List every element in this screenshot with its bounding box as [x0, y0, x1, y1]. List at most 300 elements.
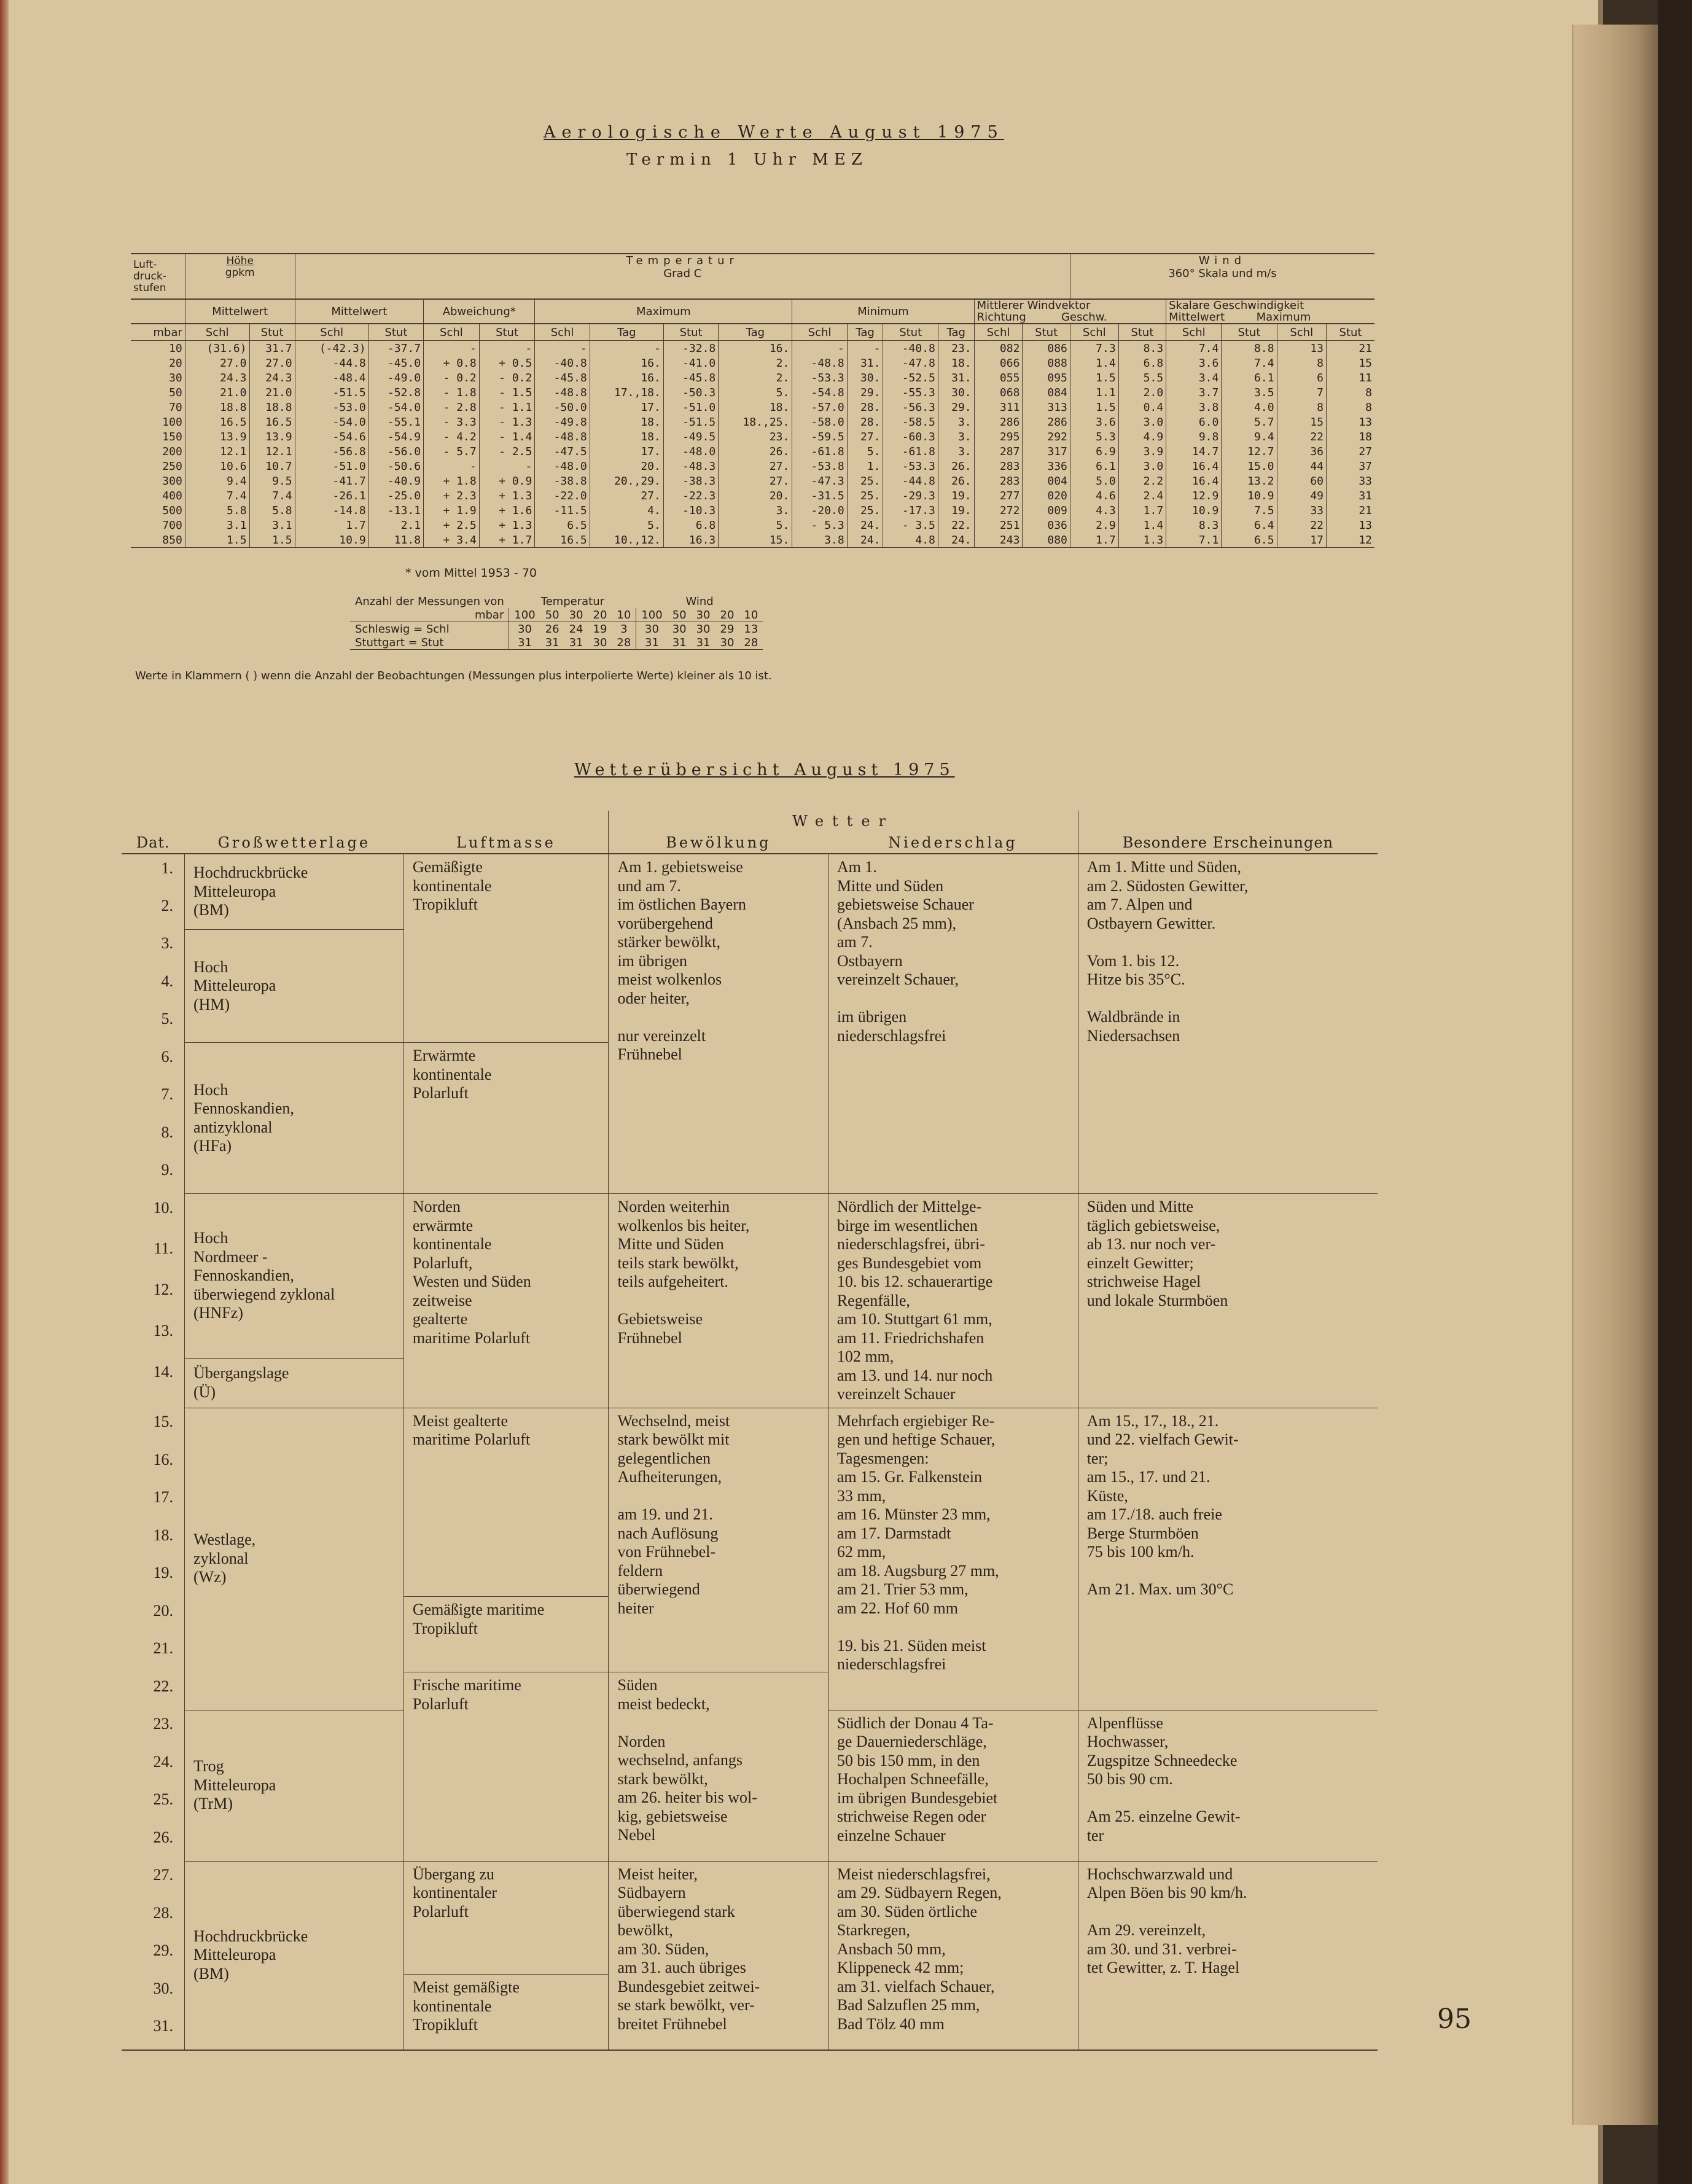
aero-value-cell: 23. [938, 341, 974, 356]
aero-value-cell: 3.6 [1070, 415, 1118, 429]
aero-value-cell: 29. [938, 400, 974, 415]
aero-value-cell: - 5.7 [424, 444, 480, 459]
day-number: 25. [153, 1790, 173, 1808]
aero-value-cell: 2.4 [1118, 488, 1166, 503]
aero-value-cell: - 4.2 [424, 429, 480, 444]
aero-value-cell: -49.5 [663, 429, 718, 444]
counts-unit: mbar [350, 608, 509, 622]
aero-value-cell: -50.6 [368, 459, 423, 474]
aero-value-cell: 6.8 [1118, 356, 1166, 370]
aero-value-cell: -50.0 [535, 400, 590, 415]
aero-value-cell: 6.5 [535, 518, 590, 532]
aero-value-cell: 26. [719, 444, 792, 459]
bewoelkung-cell: Norden weiterhin wolkenlos bis heiter, Mitte und Süden teils stark bewölkt, teils aufgeheitert. Gebietsweise Frühnebel [609, 1194, 828, 1408]
aero-value-cell: - [424, 341, 480, 356]
aero-subheader-cell: Schl [295, 324, 368, 341]
aero-value-cell: 21.0 [249, 385, 295, 400]
aero-value-cell: 17. [590, 444, 663, 459]
aero-value-cell: 8.3 [1118, 341, 1166, 356]
aero-value-cell: -54.8 [792, 385, 847, 400]
aero-value-cell: 24. [847, 518, 883, 532]
counts-value-cell: 30 [696, 622, 711, 636]
aero-value-cell: 277 [974, 488, 1023, 503]
aero-value-cell: + 2.5 [424, 518, 480, 532]
counts-level-cell: 100 [514, 608, 536, 622]
aero-value-cell: 292 [1023, 429, 1070, 444]
aero-value-cell: -51.5 [295, 385, 368, 400]
niederschlag-cell: Südlich der Donau 4 Ta- ge Dauerniederschläge, 50 bis 150 mm, in den Hochalpen Schneefälle, im übrigen Bundesgebiet strichweise Regen oder einzelne Schauer [828, 1710, 1078, 1861]
aero-value-cell: -26.1 [295, 488, 368, 503]
aero-value-cell: 24. [938, 532, 974, 548]
aero-subheader-cell: Stut [249, 324, 295, 341]
aero-value-cell: -60.3 [883, 429, 938, 444]
grosswetterlage-cell: Hochdruckbrücke Mitteleuropa (BM) [185, 1861, 404, 2050]
aero-value-cell: 10.6 [185, 459, 249, 474]
aero-value-cell: 095 [1023, 370, 1070, 385]
counts-level-cell: 100 [641, 608, 663, 622]
aero-value-cell: - 3.5 [883, 518, 938, 532]
aero-value-cell: 13 [1359, 518, 1372, 532]
aero-value-cell: 3. [938, 415, 974, 429]
aero-subheader-cell: Schl [535, 324, 590, 341]
aero-value-cell: -49.8 [535, 415, 590, 429]
aero-value-cell: -52.5 [883, 370, 938, 385]
counts-row-schl [350, 622, 763, 636]
aero-value-cell: 6.1 [1222, 370, 1277, 385]
aero-value-cell: -58.0 [792, 415, 847, 429]
aero-value-cell: 21 [1359, 341, 1372, 355]
aero-level-cell: 500 [131, 503, 185, 518]
counts-level-cell: 20 [720, 608, 735, 622]
aero-value-cell: 18. [590, 429, 663, 444]
book-cover-edge [1658, 0, 1692, 2184]
counts-value-cell: 30 [645, 622, 659, 636]
aero-value-cell: -17.3 [883, 503, 938, 518]
aero-value-cell: -59.5 [792, 429, 847, 444]
aero-value-cell: 084 [1023, 385, 1070, 400]
aero-value-cell: -52.8 [368, 385, 423, 400]
aero-value-cell: 3.5 [1222, 385, 1277, 400]
aero-value-cell: 066 [974, 356, 1023, 370]
besondere-cell: Hochschwarzwald und Alpen Böen bis 90 km/h. Am 29. vereinzelt, am 30. und 31. verbrei- tet Gewitter, z. T. Hagel [1078, 1861, 1378, 2050]
besondere-cell: Alpenflüsse Hochwasser, Zugspitze Schneedecke 50 bis 90 cm. Am 25. einzelne Gewit- ter [1078, 1710, 1378, 1861]
weather-day-row [122, 854, 1378, 892]
aero-value-cell: 24.3 [185, 370, 249, 385]
day-number: 18. [153, 1526, 173, 1544]
aero-subheader-row [131, 324, 1374, 341]
aero-value-cell: 286 [974, 415, 1023, 429]
col-temperatur: Temperatur Grad C [295, 254, 1070, 280]
aero-value-cell: 18.8 [185, 400, 249, 415]
aero-value-cell: 2.9 [1070, 518, 1118, 532]
aero-value-cell: 6.8 [663, 518, 718, 532]
besondere-cell: Am 1. Mitte und Süden, am 2. Südosten Gewitter, am 7. Alpen und Ostbayern Gewitter. Vom 1. bis 12. Hitze bis 35°C. Waldbrände in Niedersachsen [1078, 854, 1378, 1194]
niederschlag-cell: Mehrfach ergiebiger Re- gen und heftige Schauer, Tagesmengen: am 15. Gr. Falkenstein 33 mm, am 16. Münster 23 mm, am 17. Darmstadt 62 mm, am 18. Augsburg 27 mm, am 21. Trier 53 mm, am 22. Hof 60 mm 19. bis 21. Süden meist niederschlagsfrei [828, 1408, 1078, 1710]
aero-value-cell: 1.7 [295, 518, 368, 532]
aero-value-cell: 286 [1023, 415, 1070, 429]
aero-value-cell: 18 [1359, 430, 1372, 443]
day-number: 29. [153, 1941, 173, 1959]
day-number: 13. [153, 1322, 173, 1340]
measurement-count-table [350, 595, 763, 650]
aero-value-cell: - 5.3 [792, 518, 847, 532]
aero-value-cell: -10.3 [663, 503, 718, 518]
niederschlag-cell: Nördlich der Mittelge- birge im wesentlichen niederschlagsfrei, übri- ges Bundesgebiet vom 10. bis 12. schauerartige Regenfälle, am 10. Stuttgart 61 mm, am 11. Friedrichshafen 102 mm, am 13. und 14. nur noch vereinzelt Schauer [828, 1194, 1078, 1408]
aero-value-cell: -55.1 [368, 415, 423, 429]
counts-wind-label: Wind [685, 595, 714, 608]
aero-value-cell: -48.3 [663, 459, 718, 474]
aero-value-cell: -38.3 [663, 474, 718, 488]
aero-value-cell: -57.0 [792, 400, 847, 415]
col-bewoelkung: Bewölkung [609, 832, 828, 854]
counts-value-cell: 31 [645, 636, 659, 649]
aero-value-cell: 6.0 [1166, 415, 1222, 429]
counts-level-cell: 20 [593, 608, 607, 622]
aero-value-cell: -53.8 [792, 459, 847, 474]
day-number: 30. [153, 1979, 173, 1997]
aero-value-cell: 11 [1359, 371, 1372, 384]
aero-value-cell: 088 [1023, 356, 1070, 370]
aero-value-cell: 8.8 [1222, 341, 1277, 356]
aero-value-cell: 5.8 [185, 503, 249, 518]
aero-row [131, 503, 1374, 518]
aero-value-cell: 14.7 [1166, 444, 1222, 459]
grosswetterlage-cell: Hoch Nordmeer - Fennoskandien, überwiegend zyklonal (HNFz) [185, 1194, 404, 1359]
aero-level-cell: 200 [131, 444, 185, 459]
aero-value-cell: 9.4 [185, 474, 249, 488]
aero-value-cell: 8 [1277, 356, 1326, 370]
aero-value-cell: 7.4 [185, 488, 249, 503]
aero-value-cell: 036 [1023, 518, 1070, 532]
aero-value-cell: + 3.4 [424, 532, 480, 548]
aero-value-cell: -51.0 [295, 459, 368, 474]
aero-value-cell: -41.7 [295, 474, 368, 488]
aero-value-cell: -25.0 [368, 488, 423, 503]
aero-value-cell: - 3.3 [424, 415, 480, 429]
aero-row [131, 518, 1374, 532]
aero-value-cell: 8 [1365, 386, 1372, 399]
day-number: 2. [161, 896, 173, 915]
aero-value-cell: 10.,12. [590, 532, 663, 548]
page-stack-edge [1572, 25, 1666, 2125]
aero-value-cell: 2. [719, 370, 792, 385]
aero-value-cell: 36 [1277, 444, 1326, 459]
aero-value-cell: -22.3 [663, 488, 718, 503]
luftmasse-cell: Meist gemäßigte kontinentale Tropikluft [404, 1975, 609, 2050]
aero-value-cell: 4.6 [1070, 488, 1118, 503]
aero-value-cell: 33 [1359, 474, 1372, 488]
aero-value-cell: 24. [847, 532, 883, 548]
bewoelkung-cell: Am 1. gebietsweise und am 7. im östlichen Bayern vorübergehend stärker bewölkt, im übrigen meist wolkenlos oder heiter, nur vereinzelt Frühnebel [609, 854, 828, 1194]
aero-value-cell: 9.4 [1222, 429, 1277, 444]
aero-value-cell: 1.5 [249, 532, 295, 548]
counts-value-cell: 3 [612, 622, 636, 636]
grosswetterlage-cell: Hoch Mitteleuropa (HM) [185, 929, 404, 1043]
aero-value-cell: 8 [1277, 400, 1326, 415]
aero-level-cell: 50 [131, 385, 185, 400]
aero-value-cell: -45.8 [535, 370, 590, 385]
counts-level-cell: 30 [569, 608, 583, 622]
aero-value-cell: -48.4 [295, 370, 368, 385]
aero-value-cell: 10.9 [1166, 503, 1222, 518]
aero-value-cell: -37.7 [368, 341, 423, 356]
luftmasse-cell: Gemäßigte kontinentale Tropikluft [404, 854, 609, 1043]
aero-value-cell: -51.0 [663, 400, 718, 415]
aero-value-cell: 5.5 [1118, 370, 1166, 385]
aero-row [131, 474, 1374, 488]
aero-value-cell: - [479, 341, 535, 356]
col-besondere: Besondere Erscheinungen [1122, 833, 1334, 851]
counts-value-cell: 30 [720, 636, 735, 649]
aero-value-cell: 19. [938, 488, 974, 503]
aero-value-cell: 16.3 [663, 532, 718, 548]
aero-value-cell: 27.0 [249, 356, 295, 370]
day-number: 24. [153, 1752, 173, 1771]
day-number: 28. [153, 1903, 173, 1922]
aero-subheader-cell: Tag [590, 324, 663, 341]
aero-row [131, 488, 1374, 503]
aero-row [131, 444, 1374, 459]
aero-value-cell: -61.8 [792, 444, 847, 459]
aero-value-cell: (-42.3) [295, 341, 368, 356]
aero-value-cell: -11.5 [535, 503, 590, 518]
aero-subheader-cell: Stut [1023, 324, 1070, 341]
aero-subheader-cell: Schl [424, 324, 480, 341]
aero-value-cell: 20. [719, 488, 792, 503]
counts-value-cell: 29 [720, 622, 735, 636]
counts-level-cell: 50 [545, 608, 559, 622]
aero-value-cell: 4.9 [1118, 429, 1166, 444]
aero-value-cell: -53.3 [792, 370, 847, 385]
aero-value-cell: -51.5 [663, 415, 718, 429]
aero-value-cell: 27.0 [185, 356, 249, 370]
aero-value-cell: -48.0 [535, 459, 590, 474]
aero-body [131, 341, 1374, 548]
bewoelkung-cell: Meist heiter, Südbayern überwiegend stark bewölkt, am 30. Süden, am 31. auch übriges Bundesgebiet zeitwei- se stark bewölkt, ver- breitet Frühnebel [609, 1861, 828, 2050]
counts-level-cell: 50 [672, 608, 687, 622]
aero-value-cell: 28. [847, 415, 883, 429]
aero-value-cell: 6.1 [1070, 459, 1118, 474]
day-number: 19. [153, 1564, 173, 1581]
counts-title: Anzahl der Messungen von [355, 595, 504, 608]
aero-value-cell: - [847, 341, 883, 356]
aero-value-cell: -56.8 [295, 444, 368, 459]
aero-value-cell: 2. [719, 356, 792, 370]
aero-value-cell: 18.,25. [719, 415, 792, 429]
aero-value-cell: 30. [847, 370, 883, 385]
day-number: 31. [153, 2017, 173, 2035]
aero-value-cell: + 1.8 [424, 474, 480, 488]
aero-value-cell: -47.5 [535, 444, 590, 459]
aero-value-cell: 4.3 [1070, 503, 1118, 518]
aero-value-cell: 020 [1023, 488, 1070, 503]
aero-level-cell: 20 [131, 356, 185, 370]
aero-value-cell: -32.8 [663, 341, 718, 356]
aero-value-cell: 5. [847, 444, 883, 459]
aero-value-cell: 16. [590, 370, 663, 385]
aero-value-cell: 243 [974, 532, 1023, 548]
aero-value-cell: - 1.4 [479, 429, 535, 444]
aero-value-cell: 2.1 [368, 518, 423, 532]
aero-value-cell: 13 [1277, 341, 1326, 356]
aero-value-cell: -48.0 [663, 444, 718, 459]
aero-value-cell: 8.3 [1166, 518, 1222, 532]
aero-value-cell: 3.7 [1166, 385, 1222, 400]
aero-value-cell: 5. [719, 385, 792, 400]
aero-value-cell: 283 [974, 459, 1023, 474]
aero-value-cell: 9.8 [1166, 429, 1222, 444]
aero-value-cell: -53.3 [883, 459, 938, 474]
aero-subheader-cell: mbar [131, 324, 185, 341]
aero-value-cell: 10.7 [249, 459, 295, 474]
niederschlag-cell: Meist niederschlagsfrei, am 29. Südbayern Regen, am 30. Süden örtliche Starkregen, Ansbach 50 mm, Klippeneck 42 mm; am 31. vielfach Schauer, Bad Salzuflen 25 mm, Bad Tölz 40 mm [828, 1861, 1078, 2050]
aero-value-cell: 12 [1359, 533, 1372, 547]
aero-value-cell: 3. [938, 444, 974, 459]
aero-value-cell: -13.1 [368, 503, 423, 518]
aero-value-cell: - 1.1 [479, 400, 535, 415]
aero-value-cell: 16.4 [1166, 459, 1222, 474]
aero-value-cell: 16.5 [185, 415, 249, 429]
grosswetterlage-cell: Übergangslage (Ü) [185, 1358, 404, 1408]
day-number: 22. [153, 1677, 173, 1695]
aero-value-cell: 3.9 [1118, 444, 1166, 459]
aero-value-cell: 055 [974, 370, 1023, 385]
counts-levels-row [350, 608, 763, 622]
aero-value-cell: 7.4 [1222, 356, 1277, 370]
aero-value-cell: 1.7 [1118, 503, 1166, 518]
aero-level-cell: 30 [131, 370, 185, 385]
aero-value-cell: 3.4 [1166, 370, 1222, 385]
aero-value-cell: 22. [938, 518, 974, 532]
day-number: 27. [153, 1866, 173, 1884]
aero-value-cell: 2.2 [1118, 474, 1166, 488]
aero-subheader-cell: Schl [185, 324, 249, 341]
counts-level-cell: 10 [612, 608, 636, 622]
aero-value-cell: 7.5 [1222, 503, 1277, 518]
aero-value-cell: 30. [938, 385, 974, 400]
weather-body [122, 854, 1378, 2050]
aero-value-cell: 23. [719, 429, 792, 444]
aero-value-cell: 25. [847, 503, 883, 518]
besondere-cell: Am 15., 17., 18., 21. und 22. vielfach Gewit- ter; am 15., 17. und 21. Küste, am 17./18. auch freie Berge Sturmböen 75 bis 100 km/h. Am 21. Max. um 30°C [1078, 1408, 1378, 1710]
aero-value-cell: 12.1 [185, 444, 249, 459]
aero-value-cell: 5. [590, 518, 663, 532]
aero-value-cell: + 1.6 [479, 503, 535, 518]
aero-subheader-cell: Schl [792, 324, 847, 341]
aero-value-cell: 15 [1359, 356, 1372, 370]
aero-value-cell: 28. [847, 400, 883, 415]
aero-level-cell: 10 [131, 341, 185, 356]
aero-subheader-cell: Stut [883, 324, 938, 341]
aero-value-cell: -58.5 [883, 415, 938, 429]
aero-value-cell: 31 [1359, 489, 1372, 502]
weather-day-row [122, 1861, 1378, 1899]
aero-level-cell: 100 [131, 415, 185, 429]
hdr-windvektor: Mittlerer Windvektor Richtung Geschw. [974, 299, 1166, 324]
grosswetterlage-cell: Hoch Fennoskandien, antizyklonal (HFa) [185, 1043, 404, 1194]
aero-value-cell: -54.0 [368, 400, 423, 415]
aero-value-cell: + 2.3 [424, 488, 480, 503]
aero-value-cell: 18.8 [249, 400, 295, 415]
aero-row [131, 356, 1374, 370]
aero-value-cell: 13.9 [249, 429, 295, 444]
hdr-temp-mittelwert: Mittelwert [295, 299, 423, 324]
aero-level-cell: 70 [131, 400, 185, 415]
aero-value-cell: 251 [974, 518, 1023, 532]
aero-value-cell: 27. [719, 474, 792, 488]
aero-value-cell: 6 [1277, 370, 1326, 385]
hdr-minimum: Minimum [792, 299, 974, 324]
aero-value-cell: 21 [1359, 504, 1372, 517]
aero-value-cell: 16. [590, 356, 663, 370]
aero-value-cell: -44.8 [295, 356, 368, 370]
aero-value-cell: 7.1 [1166, 532, 1222, 548]
day-number: 8. [161, 1123, 173, 1141]
aero-value-cell: -20.0 [792, 503, 847, 518]
aero-value-cell: 18. [590, 415, 663, 429]
aero-value-cell: 5.0 [1070, 474, 1118, 488]
aero-value-cell: 3.8 [792, 532, 847, 548]
aero-value-cell: -48.8 [792, 356, 847, 370]
aero-value-cell: -61.8 [883, 444, 938, 459]
grosswetterlage-cell: Trog Mitteleuropa (TrM) [185, 1710, 404, 1861]
aero-value-cell: 15.0 [1222, 459, 1277, 474]
aero-value-cell: 16.5 [249, 415, 295, 429]
aero-value-cell: - 1.8 [424, 385, 480, 400]
aero-value-cell: -56.0 [368, 444, 423, 459]
day-number: 21. [153, 1639, 173, 1657]
aero-value-cell: -56.3 [883, 400, 938, 415]
aero-value-cell: 16.4 [1166, 474, 1222, 488]
aero-value-cell: 31.7 [249, 341, 295, 356]
aero-value-cell: + 0.9 [479, 474, 535, 488]
aero-value-cell: 27. [719, 459, 792, 474]
col-wind: Wind 360° Skala und m/s [1168, 254, 1277, 280]
col-hoehe: Höhe gpkm [185, 254, 295, 280]
aero-row [131, 429, 1374, 444]
aero-value-cell: 7.4 [1166, 341, 1222, 356]
aero-value-cell: 313 [1023, 400, 1070, 415]
aero-value-cell: 31. [938, 370, 974, 385]
aero-value-cell: - 2.5 [479, 444, 535, 459]
aero-row [131, 385, 1374, 400]
aero-subheader-cell: Stut [1339, 326, 1362, 339]
aero-value-cell: 3.1 [249, 518, 295, 532]
counts-value-cell: 31 [518, 636, 532, 649]
aero-value-cell: 15. [719, 532, 792, 548]
aero-value-cell: 068 [974, 385, 1023, 400]
page-number: 95 [1437, 2003, 1472, 2035]
aero-value-cell: 336 [1023, 459, 1070, 474]
day-number: 20. [153, 1601, 173, 1620]
counts-station-label: Stuttgart = Stut [350, 636, 509, 650]
aero-value-cell: 009 [1023, 503, 1070, 518]
aero-value-cell: 287 [974, 444, 1023, 459]
aero-subheader-cell: Stut [663, 324, 718, 341]
aero-value-cell: + 1.3 [479, 518, 535, 532]
aero-value-cell: 3. [938, 429, 974, 444]
day-number: 9. [161, 1161, 173, 1179]
day-number: 3. [161, 934, 173, 952]
niederschlag-cell: Am 1. Mitte und Süden gebietsweise Schauer (Ansbach 25 mm), am 7. Ostbayern vereinzelt Schauer, im übrigen niederschlagsfrei [828, 854, 1078, 1194]
aero-subheader-cell: Tag [719, 324, 792, 341]
aero-subheader-cell: Schl [1166, 324, 1222, 341]
grosswetterlage-cell: Hochdruckbrücke Mitteleuropa (BM) [185, 854, 404, 929]
aero-value-cell: 18. [938, 356, 974, 370]
aero-value-cell: - [424, 459, 480, 474]
aero-value-cell: 27. [590, 488, 663, 503]
aero-row [131, 415, 1374, 429]
